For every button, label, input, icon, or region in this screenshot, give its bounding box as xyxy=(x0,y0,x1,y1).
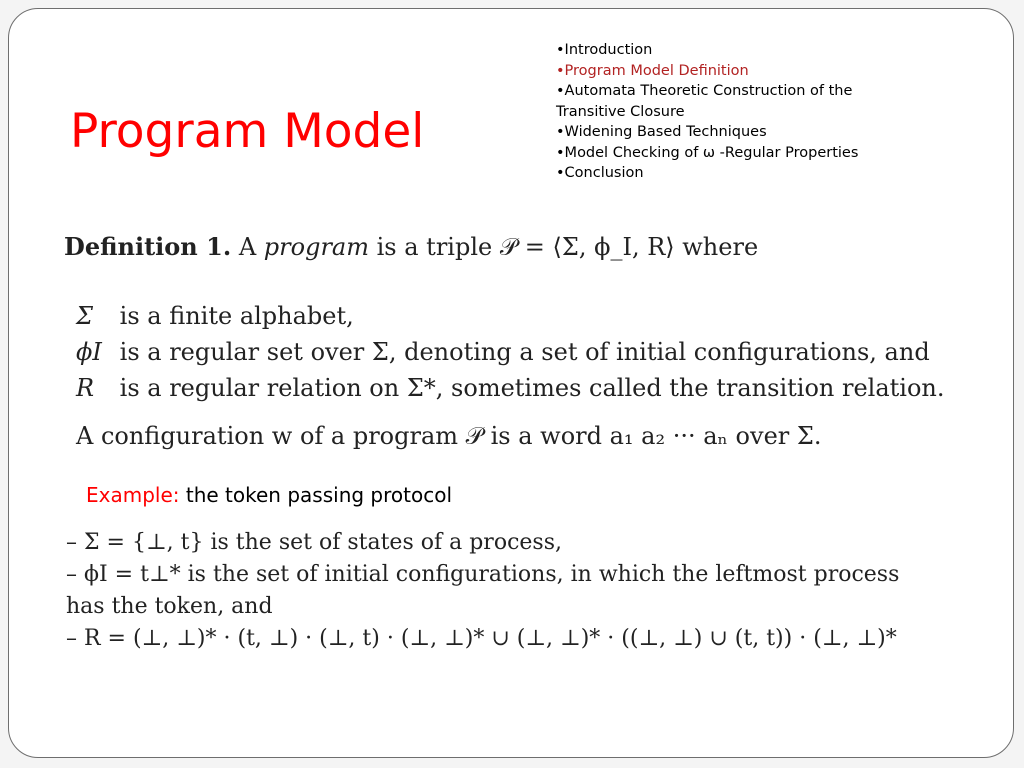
outline-item-program-model-definition: •Program Model Definition xyxy=(556,62,749,79)
definition-item-symbol: Σ xyxy=(76,302,93,330)
outline-list xyxy=(556,40,906,184)
example-label: Example: xyxy=(86,483,180,507)
definition-heading: Definition 1. xyxy=(64,232,232,261)
configuration-sentence: A configuration w of a program 𝒫 is a word a₁ a₂ ··· aₙ over Σ. xyxy=(76,422,822,450)
example-text: the token passing protocol xyxy=(185,483,452,507)
slide-title: Program Model xyxy=(70,104,425,159)
definition-item-sigma xyxy=(76,302,354,330)
definition-intro xyxy=(64,232,758,261)
definition-item-r xyxy=(76,374,945,402)
outline-item-conclusion: •Conclusion xyxy=(556,165,644,181)
definition-intro-rest: is a triple 𝒫 = ⟨Σ, ϕ_I, R⟩ where xyxy=(376,233,759,261)
outline-item-widening: •Widening Based Techniques xyxy=(556,124,767,140)
definition-article: A xyxy=(238,233,257,261)
definition-item-text: is a regular set over Σ, denoting a set of initial configurations, and xyxy=(119,338,930,366)
definition-item-phi xyxy=(76,338,930,366)
outline-item-introduction: •Introduction xyxy=(556,42,653,58)
bullet-r: – R = (⊥, ⊥)* · (t, ⊥) · (⊥, t) · (⊥, ⊥)* ∪ (⊥, ⊥)* · ((⊥, ⊥) ∪ (t, t)) · (⊥, ⊥)* xyxy=(66,626,897,651)
definition-program-term: program xyxy=(263,233,369,261)
bullet-sigma: – Σ = {⊥, t} is the set of states of a process, xyxy=(66,530,562,555)
definition-item-text: is a regular relation on Σ*, sometimes called the transition relation. xyxy=(119,374,945,402)
outline-item-automata-construction: •Automata Theoretic Construction of the Transitive Closure xyxy=(556,83,853,120)
example-line xyxy=(86,483,452,507)
definition-item-symbol: R xyxy=(76,374,95,402)
definition-item-symbol: ϕI xyxy=(76,338,102,366)
definition-item-text: is a finite alphabet, xyxy=(119,302,354,330)
bullet-phi: – ϕI = t⊥* is the set of initial configurations, in which the leftmost process xyxy=(66,562,900,587)
bullet-phi-continued: has the token, and xyxy=(66,594,273,619)
outline-item-model-checking: •Model Checking of ω -Regular Properties xyxy=(556,144,859,161)
